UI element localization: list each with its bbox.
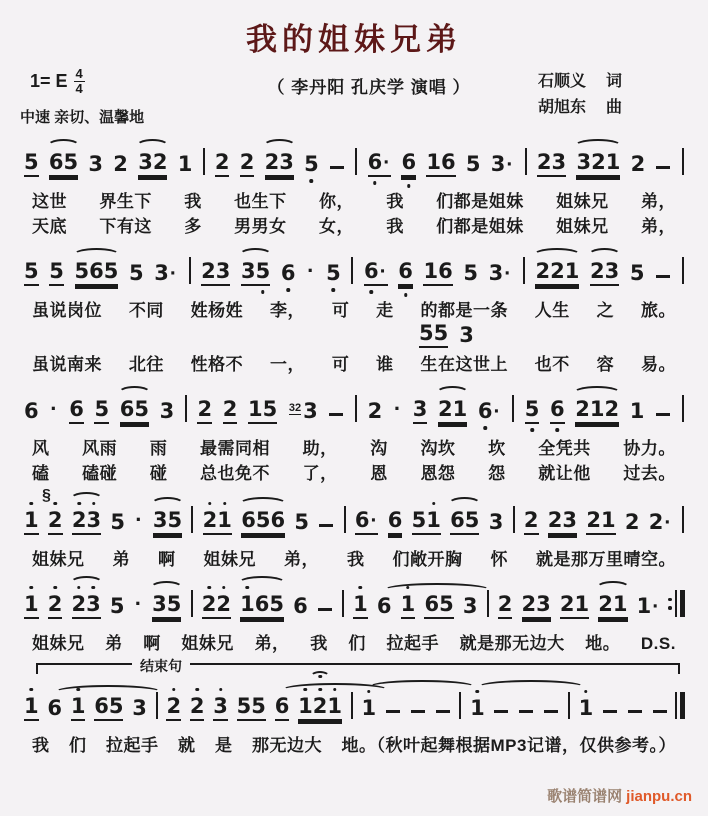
note: 5 5 [237, 695, 266, 721]
note: 2 [166, 695, 181, 721]
barline [682, 506, 684, 533]
note: 5 [94, 398, 109, 424]
note: 6 [398, 260, 413, 286]
lyric-word: 弟 [112, 549, 130, 569]
site-name: 歌谱简谱网 [547, 788, 623, 805]
barline [682, 148, 684, 175]
lyric-word: 姐妹兄 [32, 549, 85, 569]
note: 3 [459, 322, 474, 347]
lyric-word: 我 [386, 191, 404, 211]
note: 32 3 [288, 398, 318, 423]
lyric-word: 我 [386, 216, 404, 236]
barline [203, 148, 205, 175]
note: 2 2 1 [535, 260, 579, 286]
note: 1 [470, 697, 485, 721]
dash-note [329, 413, 343, 416]
dash-note [656, 413, 670, 416]
note: 2 [113, 151, 128, 176]
dash-note [386, 710, 400, 713]
dash-note [656, 275, 670, 278]
lyric-word: 就让他 [538, 463, 591, 483]
lyric-word: 姐妹兄 [556, 191, 609, 211]
note: 1 [71, 695, 86, 721]
lyric-word: 恩怨 [420, 463, 456, 483]
lyric-word: 弟， [254, 633, 290, 653]
lyric-word: 就 [178, 735, 196, 755]
dash-note [411, 710, 425, 713]
note: 1 6 [423, 260, 452, 286]
note: 1 [177, 151, 193, 176]
lyrics-row [20, 461, 688, 486]
note: 1 [24, 593, 39, 619]
lyric-word: 界生下 [99, 191, 152, 211]
dash-note [653, 710, 667, 713]
note: 6 [47, 697, 62, 721]
barline [344, 506, 346, 533]
system-5 [20, 573, 688, 656]
lyric-word: 怨 [488, 463, 506, 483]
lyric-word: 北往 [128, 354, 164, 374]
note: 3 5 [241, 260, 270, 286]
note: 5 [24, 260, 39, 286]
lyric-word: 姐妹兄 [181, 633, 234, 653]
lyric-word: 之 [596, 300, 615, 320]
note: 6 [69, 398, 84, 424]
lyrics-row [20, 214, 688, 239]
note: 2 3 [537, 151, 566, 177]
lyric-word: 旅。 [640, 300, 676, 320]
lyric-word: 多 [184, 216, 202, 236]
ossia-notes [418, 320, 688, 352]
lyric-word: 易。 [640, 354, 676, 374]
note: 3 [88, 151, 104, 176]
lyric-word: 过去。 [623, 463, 676, 483]
note: 6 5 [450, 509, 479, 535]
note: 2 1 [598, 593, 627, 619]
lyric-word: 也不 [534, 354, 570, 374]
notation-line [20, 573, 688, 631]
note: 6 [293, 593, 308, 618]
lyric-word: 全凭共 [538, 438, 591, 458]
lyric-word: 可 [331, 354, 350, 374]
barline [191, 506, 193, 533]
performers-line: （ 李丹阳 孔庆学 演唱 ） [267, 78, 471, 97]
note: 6 · [355, 509, 379, 535]
lyric-word: 总也免不 [199, 463, 270, 483]
lyric-word: 谁 [376, 354, 394, 374]
lyric-word: 助， [302, 438, 338, 458]
note: 2 [215, 151, 230, 177]
lyric-word: 我 [32, 735, 50, 755]
note: 3 2 1 [576, 151, 620, 177]
lyric-word: 我 [347, 549, 365, 569]
repeat-barline [668, 590, 685, 617]
note: 6 · [364, 260, 388, 286]
lyric-word: 走 [376, 300, 394, 320]
lyric-word: 可 [331, 300, 350, 320]
header-meta [20, 67, 688, 127]
lyric-word: 男男女 [234, 216, 287, 236]
dash-note [628, 710, 642, 713]
lyric-word: 的都是一条 [420, 300, 508, 320]
note: 6 [275, 695, 290, 721]
composer-name: 胡旭东 [538, 99, 587, 116]
note: 1 5 [248, 398, 277, 424]
lyrics-row [20, 733, 688, 758]
barline [568, 692, 570, 719]
lyric-word: 女， [319, 216, 354, 236]
lyric-word: 们 [348, 633, 366, 653]
note: 2 3 [548, 509, 577, 535]
lyric-word: 风雨 [82, 438, 118, 458]
note: 2 [48, 509, 63, 535]
ending-bracket [36, 657, 680, 675]
lyric-word: 容 [596, 354, 615, 374]
note: 5 [109, 593, 125, 618]
note: 3 5 [153, 509, 182, 535]
note: 3 [413, 398, 428, 424]
note: 3 [132, 695, 147, 720]
dash-note [519, 710, 533, 713]
dash-note [603, 710, 617, 713]
lyric-word: 性格不 [190, 354, 244, 374]
lyric-word: 风 [32, 438, 50, 458]
lyric-word: 拉起手 [106, 735, 159, 755]
lyric-word: 恩 [370, 463, 388, 483]
composer-line [538, 95, 688, 121]
dash-note [544, 710, 558, 713]
note: 2 3 [265, 151, 294, 177]
lyric-word: 雨 [149, 438, 168, 458]
note: 6 [550, 398, 565, 424]
lyric-word: 虽说南来 [32, 354, 102, 374]
lyric-word: 弟， [641, 191, 676, 211]
watermark [547, 785, 692, 806]
note: 3 5 [152, 593, 181, 619]
lyric-word: 我 [184, 191, 202, 211]
system-2 [20, 240, 688, 377]
note: 3 · [488, 260, 512, 285]
note: 5 [49, 260, 64, 286]
note: 6 5 [94, 695, 123, 721]
note: 2 3 [522, 593, 551, 619]
note: 6 5 [120, 398, 149, 424]
note: 2 1 [586, 509, 615, 535]
note: 3 [462, 593, 478, 618]
lyric-word: 一， [269, 354, 305, 374]
note: 5 1 [412, 509, 441, 535]
note: 2 1 [438, 398, 467, 424]
score-body [20, 131, 688, 758]
lyric-word: 啊 [158, 549, 176, 569]
slur-arc [70, 576, 103, 590]
dash-note [318, 608, 332, 611]
note: 1 6 5 [240, 593, 284, 619]
duration-dot: · [393, 395, 402, 421]
note: 2 [624, 509, 640, 534]
barline [191, 590, 193, 617]
note: 6 · [478, 400, 502, 424]
note: 1 [353, 593, 368, 619]
note: 1 [362, 697, 377, 721]
note: 5 5 [419, 322, 448, 348]
note: 5 [465, 151, 481, 176]
lyric-word: 是 [215, 735, 233, 755]
note: 2 1 [560, 593, 589, 619]
note: 6 [377, 595, 392, 619]
barline [351, 257, 353, 284]
barline [523, 257, 525, 284]
lyric-word: D.S. [640, 633, 676, 653]
tempo-marking: 中速 亲切、温馨地 [20, 108, 145, 126]
lyric-word: 沟 [370, 438, 388, 458]
note: 5 [129, 260, 144, 285]
lyric-word: 们都是姐妹 [436, 216, 524, 236]
credits-block [538, 67, 688, 121]
note: 5 [463, 260, 478, 285]
system-3 [20, 378, 688, 486]
note: 2 [190, 695, 205, 721]
lyric-word: 拉起手 [386, 633, 439, 653]
note: 1 [579, 697, 594, 721]
key-block [20, 67, 200, 127]
notation-line [20, 378, 688, 436]
dash-note [436, 710, 450, 713]
lyric-word: 人生 [534, 300, 570, 320]
lyrics-row [20, 298, 688, 323]
note: 2 2 [202, 593, 231, 619]
lyric-word: 那无边大 [252, 735, 322, 755]
lyric-word: 姐妹兄 [203, 549, 256, 569]
note: 5 [326, 262, 341, 286]
lyric-word: 了， [302, 463, 338, 483]
time-signature: $\frac{4}{4}$ [75, 66, 83, 97]
note: 2 [197, 398, 212, 424]
fermata-icon [310, 671, 330, 683]
note: 5 [525, 398, 540, 424]
notation-line [20, 240, 688, 298]
note: 6 [401, 151, 416, 177]
dash-note [330, 166, 344, 169]
note: 6 [388, 509, 403, 535]
lyric-word: 生在这世上 [420, 354, 508, 374]
note: 2 [48, 593, 63, 619]
system-1 [20, 131, 688, 239]
dash-note [319, 524, 333, 527]
lyric-word: 也生下 [234, 191, 287, 211]
note: 2 [223, 398, 238, 424]
barline [682, 395, 684, 422]
note: 1 [401, 593, 416, 619]
lyrics-row [20, 436, 688, 461]
lyric-word: 磕 [32, 463, 50, 483]
lyrics-row [20, 547, 688, 572]
repeat-dots [668, 598, 672, 610]
notation-line [20, 675, 688, 733]
note: 3 [159, 398, 175, 423]
barline [189, 257, 191, 284]
note: 5 [24, 151, 39, 177]
note: 2 1 2 [575, 398, 619, 424]
lyric-word: 地。 [585, 633, 621, 653]
note: 1 [24, 695, 39, 721]
barline [156, 692, 158, 719]
lyric-word: 协力。 [623, 438, 676, 458]
note: 6 [24, 398, 39, 423]
barline [525, 148, 527, 175]
lyric-word: 最需同相 [199, 438, 270, 458]
lyric-word: 姐妹兄 [32, 633, 85, 653]
slur-arc [70, 492, 103, 506]
lyric-word: 弟， [641, 216, 676, 236]
lyric-word: 下有这 [99, 216, 152, 236]
lyric-word: 姓杨姓 [190, 300, 244, 320]
note: 3 [488, 509, 504, 534]
note: 2 3 [72, 593, 101, 619]
lyric-word: 就是那无边大 [459, 633, 565, 653]
site-link: jianpu.cn [626, 788, 692, 805]
note: 6 5 [424, 593, 453, 619]
duration-dot: · [135, 506, 143, 532]
barline [342, 590, 344, 617]
lyric-word: 怀 [490, 549, 508, 569]
note: 6 5 [49, 151, 78, 177]
lyric-word: 就是那万里晴空。 [536, 549, 676, 569]
note: 3 · [154, 260, 177, 285]
lyric-word: 啊 [143, 633, 161, 653]
barline [487, 590, 489, 617]
note: 3 2 [138, 151, 167, 177]
note: 2 [367, 398, 383, 423]
note: 1 6 [426, 151, 455, 177]
lyric-word: 你， [319, 191, 354, 211]
barline [355, 148, 357, 175]
note: 2 1 [203, 509, 232, 535]
grace-note: 32 [288, 401, 302, 414]
note: 2 [524, 509, 539, 535]
note: 6 5 6 [241, 509, 285, 535]
barline [682, 257, 684, 284]
ending-label: 结束句 [132, 656, 190, 676]
lyric-word: 们敞开胸 [392, 549, 463, 569]
lyric-word: 碰 [149, 463, 168, 483]
note: 6 · [368, 151, 392, 177]
duration-dot: · [134, 590, 143, 616]
lyric-word: 弟， [284, 549, 319, 569]
barline [185, 395, 187, 422]
lyricist-line [538, 69, 688, 95]
dash-note [494, 710, 508, 713]
lyric-word: 弟 [105, 633, 123, 653]
lyric-word: 李， [269, 300, 305, 320]
system-6 [20, 657, 688, 758]
note: 5 [304, 153, 319, 177]
note: 1 · [636, 593, 660, 618]
notation-line [20, 486, 688, 547]
barline [459, 692, 461, 719]
lyric-word: 我 [310, 633, 328, 653]
note: 2 3 [72, 509, 101, 535]
lyrics-row [20, 189, 688, 214]
system-4 [20, 487, 688, 572]
note: 1 [24, 509, 39, 535]
barline [355, 395, 357, 422]
dash-note [656, 166, 670, 169]
note: 2 [240, 151, 255, 177]
lyricist-name: 石顺义 [538, 73, 587, 90]
lyrics-row [20, 631, 688, 656]
barline [513, 506, 515, 533]
final-barline [675, 692, 685, 719]
note: 2 · [648, 509, 672, 534]
note: 2 3 [590, 260, 619, 286]
composer-role: 曲 [606, 99, 623, 116]
note: 3 [213, 695, 228, 721]
note: 5 [110, 509, 125, 534]
notation-line [20, 131, 688, 189]
segno-icon: § [42, 486, 51, 504]
song-title: 我的姐妹兄弟 [246, 22, 462, 57]
lyric-word: 不同 [128, 300, 164, 320]
lyric-word: 天底 [32, 216, 67, 236]
lyric-word: 们 [69, 735, 87, 755]
duration-dot: · [307, 257, 315, 283]
lyric-word: 虽说岗位 [32, 300, 102, 320]
note: 6 [281, 262, 296, 286]
key-signature: 1= E [30, 71, 68, 92]
lyric-word: 坎 [488, 438, 506, 458]
lyric-word: 姐妹兄 [556, 216, 609, 236]
note: 5 6 5 [75, 260, 119, 286]
note: 1 [629, 398, 645, 423]
lyric-word: 沟坎 [420, 438, 456, 458]
lyric-word: 这世 [32, 191, 67, 211]
note: 5 [629, 260, 645, 285]
note: 5 [294, 509, 309, 534]
lyric-word: 地。（秋叶起舞根据MP3记谱，仅供参考。） [341, 735, 676, 755]
duration-dot: · [50, 395, 58, 421]
note: 1 2 1 [298, 695, 342, 721]
lyric-word: 磕碰 [82, 463, 118, 483]
lyric-word: 们都是姐妹 [436, 191, 524, 211]
barline [351, 692, 353, 719]
note: 2 [498, 593, 513, 619]
barline [512, 395, 514, 422]
lyrics-row [20, 352, 688, 377]
note: 2 [630, 151, 646, 176]
note: 2 3 [201, 260, 230, 286]
lyricist-role: 词 [606, 73, 623, 90]
note: 3 · [490, 151, 514, 176]
